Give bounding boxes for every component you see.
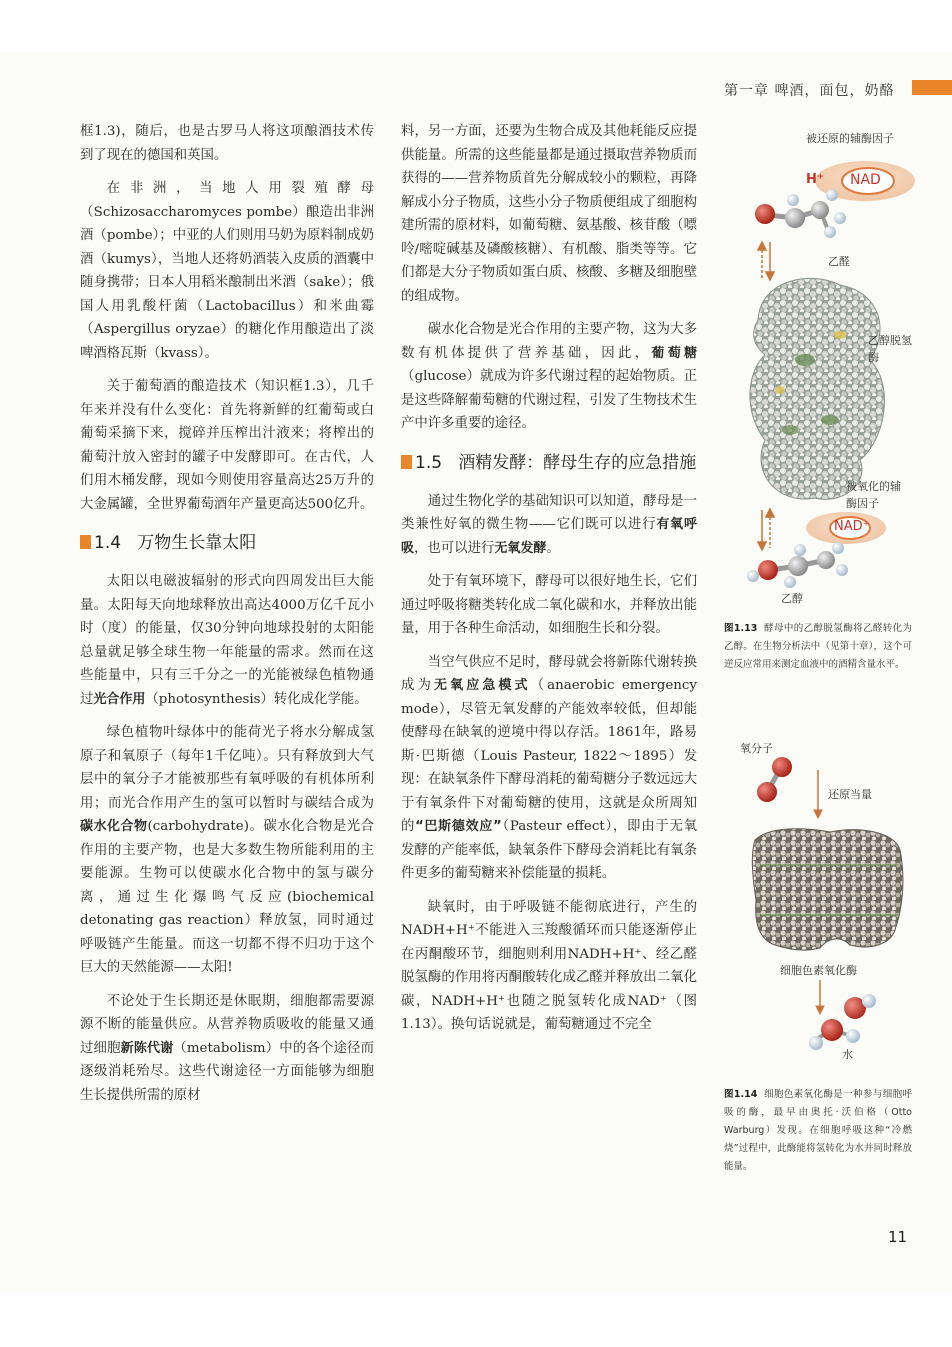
text-run: 当空气供应不足时，酵母就会将新陈代谢转换成为 — [401, 654, 697, 693]
reversible-arrow-top — [758, 242, 774, 280]
label-alcohol-dehydrogenase: 乙醇脱氢酶 — [868, 334, 912, 364]
reversible-arrow-bottom — [758, 509, 774, 550]
paragraph — [80, 721, 374, 980]
key-term: 无氧应急模式 — [434, 678, 531, 693]
section-title: 酒精发酵：酵母生存的应急措施 — [458, 452, 697, 473]
text-run: 。 — [546, 540, 560, 556]
page-number: 11 — [888, 1228, 908, 1246]
text-run: （anaerobic emergency mode），尽管无氧发酵的产能效率较低，但却能使酵母在缺氧的逆境中得以存活。1861年，路易斯·巴斯德（Louis Pasteur, 1822～1895）发现：在缺氧条件下酵母消耗的葡萄糖分子数远远大于有氧条件下对葡萄糖的使用，这就是众所周知的 — [401, 678, 697, 834]
text-run: 通过生物化学的基础知识可以知道，酵母是一类兼性好氧的微生物——它们既可以进行 — [401, 493, 697, 532]
paragraph: 缺氧时，由于呼吸链不能彻底进行，产生的NADH+H⁺不能进入三羧酸循环而只能逐渐停止在丙酮酸环节，细胞则利用NADH+H⁺、经乙醛脱氢酶的作用将丙酮酸转化成乙醛并释放出二氧化碳，NADH+H⁺也随之脱氢转化成NAD⁺（图1.13）。换句话说就是，葡萄糖通过不完全 — [401, 899, 697, 1032]
paragraph — [80, 570, 374, 711]
section-title: 万物生长靠太阳 — [137, 533, 257, 553]
key-term: 光合作用 — [93, 691, 146, 707]
paragraph: 关于葡萄酒的酿造技术（知识框1.3），几千年来并没有什么变化：首先将新鲜的红葡萄或白葡萄采摘下来，搅碎并压榨出汁液来；将榨出的葡萄汁放入密封的罐子中发酵即可。在古代，人们用木桶发酵，现如今则使用容量高达25万升的大金属罐，全世界葡萄酒年产量更高达500亿升。 — [80, 379, 374, 512]
text-run: （metabolism）中的各个途径而逐级消耗殆尽。这些代谢途径一方面能够为细胞生长提供所需的原材 — [80, 1040, 374, 1103]
label-reduced-cofactor: 被还原的辅酶因子 — [806, 132, 894, 145]
paragraph: 在非洲，当地人用裂殖酵母（Schizosaccharomyces pombe）酿造出非洲酒（pombe）；中亚的人们则用马奶为原料制成奶酒（kumys），当地人还将奶酒装入皮质的酒囊中随身携带；日本人用稻米酿制出米酒（sake）；俄国人用乳酸杆菌（Lactobacillus）和米曲霉（Aspergillus oryzae）的糖化作用酿造出了淡啤酒格瓦斯（kvass）。 — [80, 181, 374, 361]
paragraph — [401, 318, 697, 436]
caption-number: 图1.13 — [724, 623, 758, 634]
paragraph: 处于有氧环境下，酵母可以很好地生长，它们通过呼吸将糖类转化成二氧化碳和水，并释放出能量，用于各种生命活动，如细胞生长和分裂。 — [401, 574, 697, 636]
paragraph — [401, 651, 697, 886]
key-term: 新陈代谢 — [120, 1040, 174, 1056]
key-term: “巴斯德效应” — [415, 819, 502, 834]
text-run: （photosynthesis）转化成化学能。 — [145, 691, 368, 707]
text-run: 太阳以电磁波辐射的形式向四周发出巨大能量。太阳每天向地球释放出高达4000万亿千瓦小时（度）的能量，仅30分钟向地球投射的太阳能总量就足够全球生物一年能量的需求。然而在这些能量中，只有三千分之一的光能被绿色植物通过 — [80, 574, 374, 707]
oxygen-molecule — [757, 757, 792, 802]
heading-marker — [401, 455, 412, 469]
label-water: 水 — [842, 1048, 853, 1061]
section-heading-1-4 — [80, 530, 374, 556]
key-term: 有氧呼吸 — [401, 517, 697, 556]
paragraph: 料，另一方面，还要为生物合成及其他耗能反应提供能量。所需的这些能量都是通过摄取营养物质而获得的——营养物质首先分解成较小的颗粒，再降解成小分子物质，这些小分子物质便组成了细胞构建所需的原材料，如葡萄糖、氨基酸、核苷酸（嘌呤/嘧啶碱基及磷酸核糖）、有机酸、脂类等等。它们都是大分子物质如蛋白质、核酸、多糖及细胞壁的组成物。 — [401, 124, 697, 304]
figure-1-14-illustration — [720, 740, 920, 1070]
water-formation-arrow — [816, 980, 824, 1014]
label-h-plus: H⁺ — [806, 172, 824, 187]
header-accent-bar — [912, 80, 952, 95]
caption-text: 酵母中的乙醇脱氢酶将乙醛转化为乙醇。在生物分析法中（见第十章），这个可逆反应常用来测定血液中的酒精含量水平。 — [724, 623, 912, 670]
text-run: (carbohydrate)。碳水化合物是光合作用的主要产物，也是大多数生物所能利用的主要能源。生物可以使碳水化合物中的氢与碳分离，通过生化爆鸣气反应(biochemical detonating gas reaction）释放氢，同时通过呼吸链产生能量。而这一切都不得不归功于这个巨大的天然能源——太阳! — [80, 819, 374, 975]
label-oxidized-cofactor: 被氧化的辅酶因子 — [846, 480, 901, 510]
label-cytochrome-oxidase: 细胞色素氧化酶 — [780, 964, 857, 977]
text-run: 不论处于生长期还是休眠期，细胞都需要源源不断的能量供应。从营养物质吸收的能量又通过细胞 — [80, 993, 374, 1056]
label-nad: NAD — [850, 172, 881, 188]
text-run: 绿色植物叶绿体中的能荷光子将水分解成氢原子和氧原子（每年1千亿吨）。只有释放到大气层中的氧分子才能被那些有氧呼吸的有机体所利用；而光合作用产生的氢可以暂时与碳结合成为 — [80, 725, 374, 811]
label-ethanol: 乙醇 — [781, 592, 803, 605]
section-number: 1.5 — [415, 452, 443, 473]
caption-text: 细胞色素氧化酶是一种参与细胞呼吸的酶，最早由奥托·沃伯格（Otto Warburg）发现。在细胞呼吸这种“冷燃烧”过程中，此酶能将氢转化为水并同时释放能量。 — [724, 1089, 912, 1172]
key-term: 无氧发酵 — [494, 540, 547, 556]
section-number: 1.4 — [94, 533, 122, 553]
text-run: （Pasteur effect），即由于无氧发酵的产能率低，缺氧条件下酵母会消耗比有氧条件更多的葡萄糖来补偿能量的损耗。 — [401, 819, 698, 881]
acetaldehyde-molecule — [755, 189, 846, 238]
label-reducing-equivalents: 还原当量 — [828, 788, 872, 801]
figure-1-14-caption — [724, 1086, 912, 1176]
key-term: 葡萄糖 — [651, 345, 697, 361]
text-column-middle — [401, 120, 697, 1047]
reducing-equivalents-arrow — [814, 770, 822, 818]
water-molecule — [809, 994, 876, 1050]
paragraph — [80, 990, 374, 1108]
label-oxygen-molecule: 氧分子 — [740, 742, 773, 755]
key-term: 碳水化合物 — [80, 819, 148, 834]
text-run: ，也可以进行 — [414, 540, 495, 556]
text-column-left — [80, 120, 374, 1117]
heading-marker — [80, 535, 91, 549]
cytochrome-oxidase-structure — [752, 829, 903, 950]
label-acetaldehyde: 乙醛 — [828, 255, 850, 268]
figure-1-13-caption — [724, 620, 912, 674]
text-run: 碳水化合物是光合作用的主要产物，这为大多数有机体提供了营养基础，因此， — [401, 322, 697, 361]
paragraph — [401, 490, 697, 561]
text-run: （glucose）就成为许多代谢过程的起始物质。正是这些降解葡萄糖的代谢过程，引发了生物技术生产中许多重要的途径。 — [401, 369, 697, 431]
paragraph: 框1.3)，随后，也是古罗马人将这项酿酒技术传到了现在的德国和英国。 — [80, 124, 374, 163]
caption-number: 图1.14 — [724, 1089, 758, 1100]
running-header: 第一章 啤酒，面包，奶酪 — [724, 83, 895, 99]
label-nad-plus: NAD⁺ — [834, 519, 870, 534]
section-heading-1-5 — [401, 450, 697, 476]
alcohol-dehydrogenase-structure — [750, 278, 885, 499]
